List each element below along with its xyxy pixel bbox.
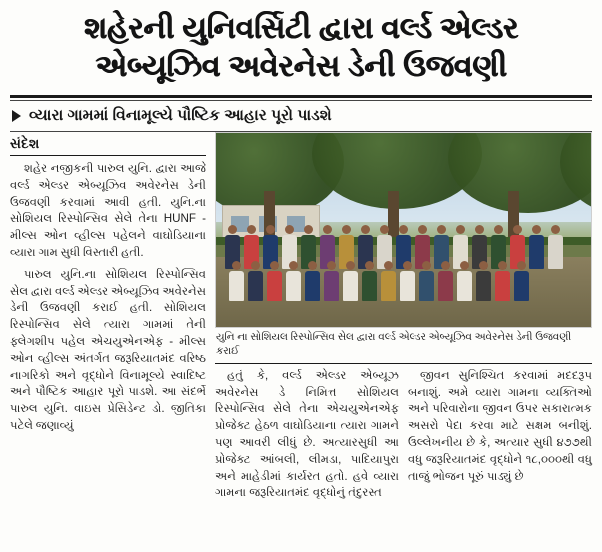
person bbox=[361, 261, 378, 301]
left-column-text bbox=[10, 161, 206, 435]
article-photo bbox=[215, 132, 592, 328]
lower-columns bbox=[215, 364, 592, 507]
lower-column-1 bbox=[215, 368, 399, 507]
person bbox=[418, 261, 435, 301]
headline-line-2: એબ્યૂઝિવ અવેરનેસ ડેની ઉજવણી bbox=[95, 49, 507, 83]
photo-caption: યુનિ ના સોશિયલ રિસ્પોન્સિવ સેલ દ્વારા વર્લ્ડ એલ્ડર એબ્યૂઝિવ અવેરનેસ ડેની ઉજવણી કરાઈ bbox=[215, 328, 592, 364]
subheadline-text: વ્યારા ગામમાં વિનામૂલ્યે પૌષ્ટિક આહાર પૂરો પાડશે bbox=[29, 107, 332, 124]
person bbox=[247, 261, 264, 301]
headline-line-1: શહેરની યુનિવર્સિટી દ્વારા વર્લ્ડ એલ્ડર bbox=[83, 12, 519, 45]
person bbox=[494, 261, 511, 301]
person bbox=[528, 225, 545, 269]
headline-divider bbox=[10, 95, 592, 98]
person bbox=[228, 261, 245, 301]
person bbox=[304, 261, 321, 301]
person bbox=[547, 225, 564, 269]
person bbox=[437, 261, 454, 301]
paragraph: હતું કે, વર્લ્ડ એલ્ડર એબ્યૂઝ અવેરનેસ ડે નિમિત્ત સોશિયલ રિસ્પોન્સિવ સેલે તેના એચયુએનએફ પ્રોજેક્ટ હેઠળ વાઘોડિયાના ત્યારા ગામને પણ આવરી લીધું છે. અત્યારસુધી આ પ્રોજેક્ટ આંબલી, લીમડા, પાદિયાપુરા અને માહેડીમાં કાર્યરત હતો. હવે વ્યારા ગામના જરૂરિયાતમંદ વૃદ્ધોનું તંદુરસ્ત bbox=[215, 368, 399, 500]
section-kicker: સંદેશ bbox=[10, 136, 40, 151]
person bbox=[285, 261, 302, 301]
paragraph: પારુલ યુનિ.ના સોશિયલ રિસ્પોન્સિવ સેલ દ્વારા વર્લ્ડ એલ્ડર એબ્યૂઝિવ અવેરનેસ ડેની ઉજવણી કરાઈ હતી. સોશિયલ રિસ્પોન્સિવ સેલે ત્યારા ગામમાં તેની ફ્લેગશીપ પહેલ એચયુએનએફ - મીલ્સ ઓન વ્હીલ્સ અંતર્ગત જરૂરિયાતમંદ વરિષ્ઠ નાગરિકો અને વૃદ્ધોને વિનામૂલ્યે સ્વાદિષ્ટ અને પૌષ્ટિક આહાર પૂરો પાડશે. આ સંદર્ભે પારુલ યુનિ. વાઇસ પ્રેસિડેન્ટ ડો. જીતિકા પટેલે જણાવ્યું bbox=[10, 267, 206, 432]
right-column bbox=[215, 132, 592, 507]
person bbox=[266, 261, 283, 301]
photo-people-front-row bbox=[228, 261, 530, 301]
triangle-bullet-icon bbox=[12, 110, 21, 122]
person bbox=[323, 261, 340, 301]
page-title bbox=[12, 10, 590, 85]
person bbox=[456, 261, 473, 301]
paragraph: શહેર નજીકની પારુલ યુનિ. દ્વારા આજે વર્લ્ડ એલ્ડર એબ્યૂઝિવ અવેરનેસ ડેની ઉજવણી કરવામાં આવી હતી. યુનિ.ના સોશિયલ રિસ્પોન્સિવ સેલે તેના HUNF - મીલ્સ ઓન વ્હીલ્સ પહેલને વાઘોડિયાના વ્યારા ગામ સુધી વિસ્તારી હતી. bbox=[10, 162, 206, 259]
kicker-divider bbox=[10, 155, 206, 156]
article-body bbox=[0, 132, 602, 513]
paragraph: જીવન સુનિશ્ચિત કરવામાં મદદરૂપ બનાશું. અમે વ્યારા ગામના વ્યક્તિઓ અને પરિવારોના જીવન ઉપર સકારાત્મક અસરો પેદા કરવા માટે સક્ષમ બનીશું. ઉલ્લેખનીય છે કે, અત્યાર સુધી ૪૭૭થી વધુ જરૂરિયાતમંદ વૃદ્ધોને ૧૮,૦૦૦થી વધુ તાજું ભોજન પૂરું પાડ્યું છે bbox=[408, 368, 592, 483]
person bbox=[513, 261, 530, 301]
person bbox=[475, 261, 492, 301]
person bbox=[380, 261, 397, 301]
left-column bbox=[10, 132, 206, 507]
headline-block bbox=[0, 0, 602, 87]
person bbox=[342, 261, 359, 301]
person bbox=[399, 261, 416, 301]
lower-column-2 bbox=[408, 368, 592, 507]
subheadline bbox=[0, 101, 602, 129]
